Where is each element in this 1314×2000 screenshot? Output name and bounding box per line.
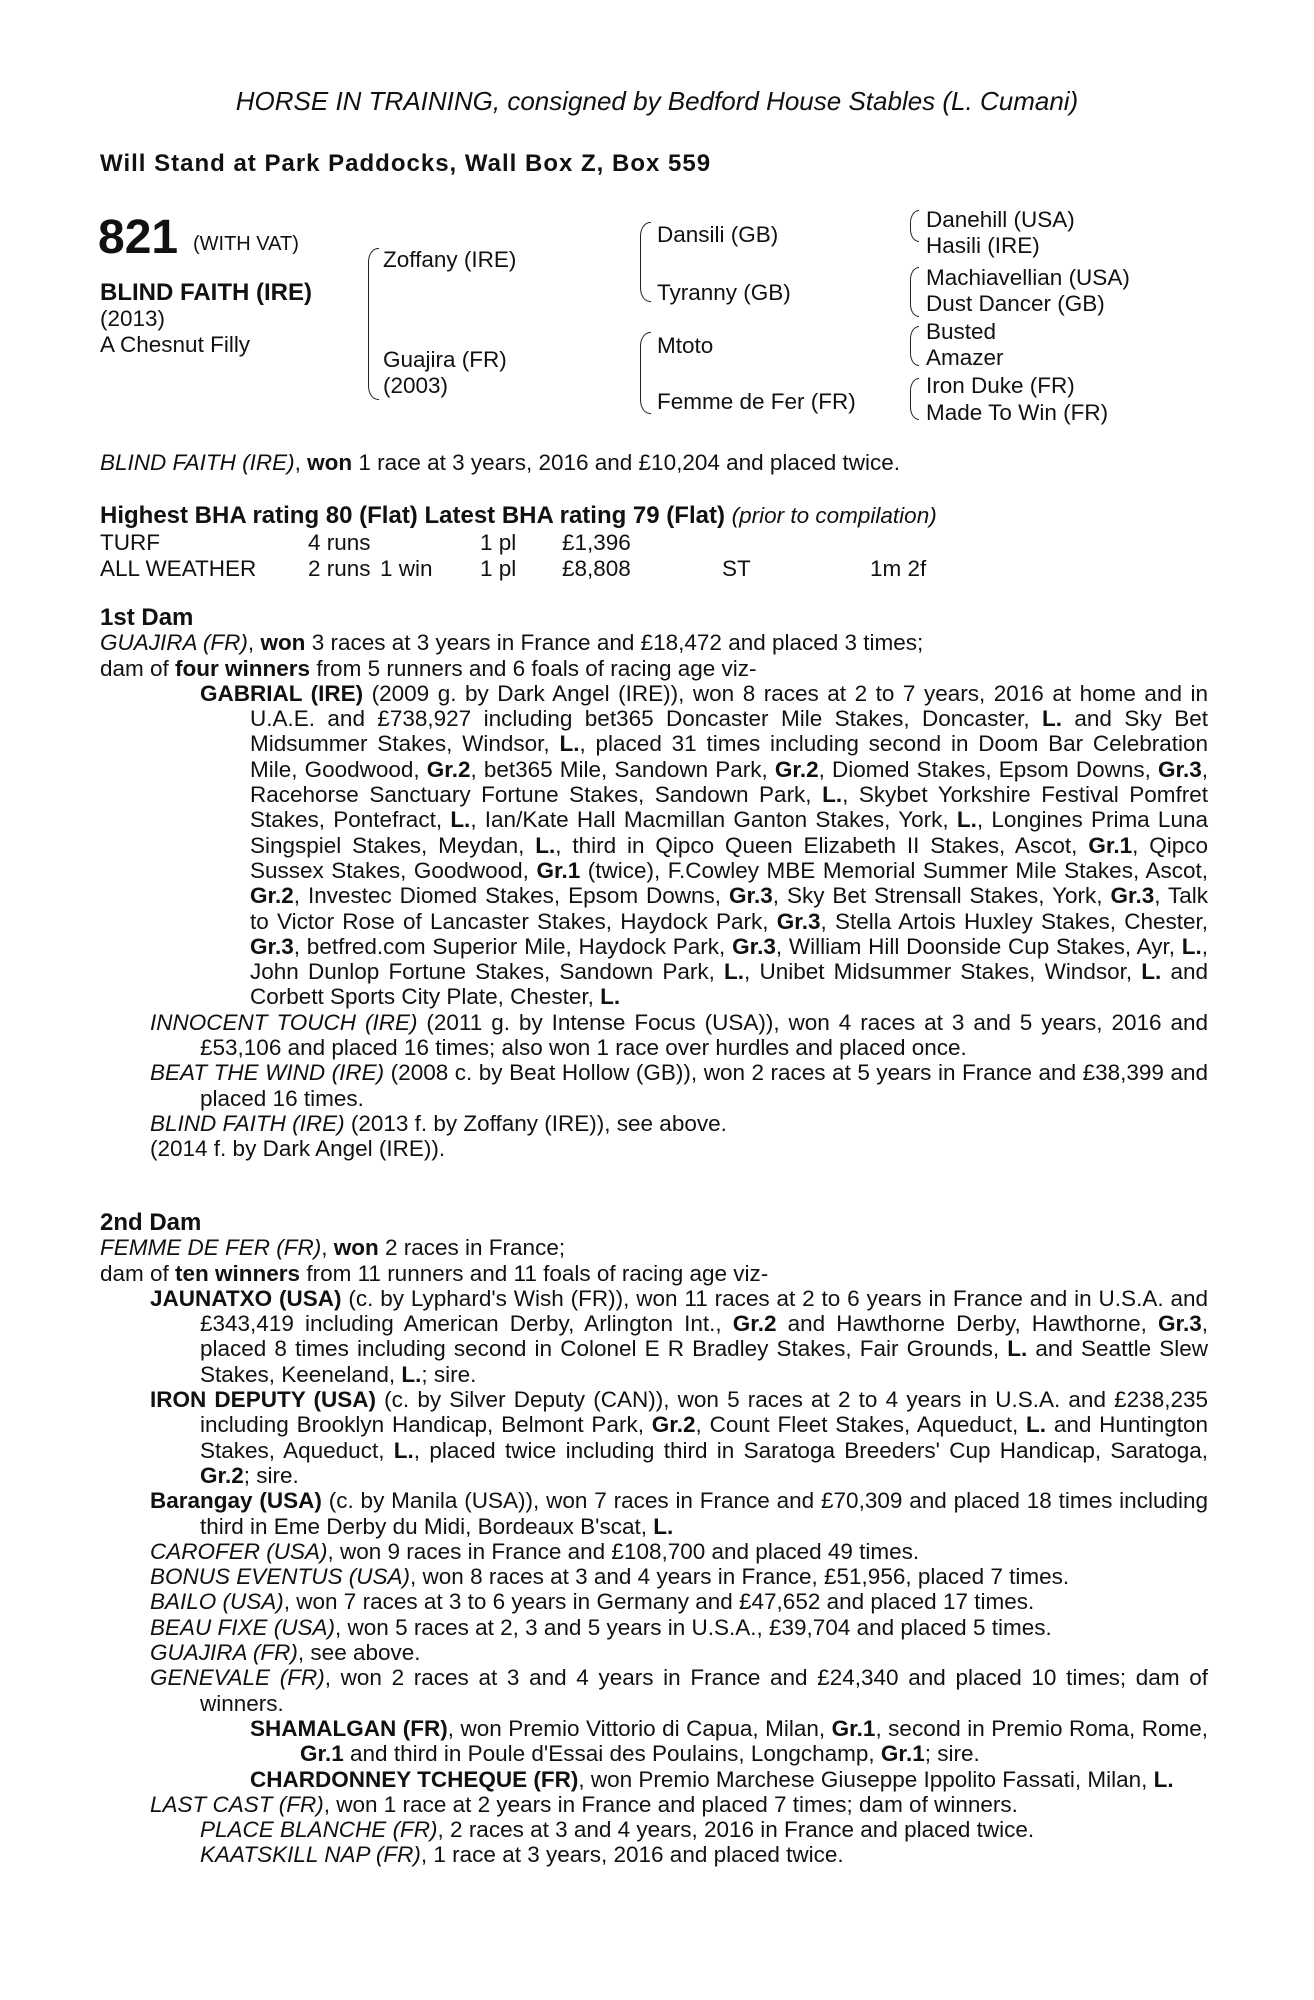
sire-sire: Dansili (GB) [657,222,779,247]
aw-surface: ALL WEATHER [100,556,257,581]
second-dam-won: won [333,1235,379,1261]
iron-deputy-name: IRON DEPUTY (USA) [150,1387,376,1413]
first-dam-won: won [260,630,306,656]
chardonney-text: , won Premio Marchese Giuseppe Ippolito Fassati, Milan, [578,1766,1154,1792]
granddam-7: Iron Duke (FR) [926,373,1075,398]
granddam-1: Danehill (USA) [926,207,1075,232]
second-dam-name: FEMME DE FER (FR) [100,1235,322,1261]
aw-going: ST [722,556,751,581]
beat-text: (2008 c. by Beat Hollow (GB)), won 2 races at 5 years in France and £38,399 and placed 16 times. [200,1060,1209,1111]
summary-horse-name: BLIND FAITH (IRE) [100,450,295,475]
turf-placed: 1 pl [480,530,517,555]
beau-name: BEAU FIXE (USA) [150,1614,336,1640]
innocent-touch-entry [100,1010,1208,1061]
second-dam-section: 2nd Dam FEMME DE FER (FR), won 2 races in France; dam of ten winners from 11 runners and 11 foals of racing age viz- JAUNATXO (USA) (c. by Lyphard's Wish (FR)), won 11 races at 2 to 6 years in France and in U.S.A. and £343,419 including American Derby, Arlington Int., Gr.2 and Hawthorne Derby, Hawthorne, Gr.3, placed 8 times including second in Colonel E R Bradley Stakes, Fair Grounds, L. and Seattle Slew Stakes, Keeneland, L.; sire. IRON DEPUTY (USA) (c. by Silver Deputy (CAN)), won 5 races at 2 to 4 years in U.S.A. and £238,235 including Brooklyn Handicap, Belmont Park, Gr.2, Count Fleet Stakes, Aqueduct, L. and Huntington Stakes, Aqueduct, L., placed twice including third in Saratoga Breeders' Cup Handicap, Saratoga, Gr.2; sire. Barangay (USA) (c. by Manila (USA)), won 7 races in France and £70,309 and placed 18 times including third in Eme Derby du Midi, Bordeaux B'scat, L. CAROFER (USA), won 9 races in France and £108,700 and placed 49 times. BONUS EVENTUS (USA), won 8 races at 3 and 4 years in France, £51,956, placed 7 times. BAILO (USA), won 7 races at 3 to 6 years in Germany and £47,652 and placed 17 times. BEAU FIXE (USA), won 5 races at 2, 3 and 5 years in U.S.A., £39,704 and placed 5 times. GUAJIRA (FR), see above. GENEVALE (FR), won 2 races at 3 and 4 years in France and £24,340 and placed 10 times; dam of winners. SHAMALGAN (FR), won Premio Vittorio di Capua, Milan, Gr.1, second in Premio Roma, Rome, Gr.1 and third in Poule d'Essai des Poulains, Longchamp, Gr.1; sire. CHARDONNEY TCHEQUE (FR), won Premio Marchese Giuseppe Ippolito Fassati, Milan, L. LAST CAST (FR), won 1 race at 2 years in France and placed 7 times; dam of winners. PLACE BLANCHE (FR), 2 races at 3 and 4 years, 2016 in France and placed twice. KAATSKILL NAP (FR), 1 race at 3 years, 2016 and placed twice. [100,1209,1209,1868]
gabrial-entry: GABRIAL (IRE) (2009 g. by Dark Angel (IRE)), won 8 races at 2 to 7 years, 2016 at home and in U.A.E. and £738,927 including bet365 Doncaster Mile Stakes, Doncaster, L. and Sky Bet Midsummer Stakes, Windsor, L., placed 31 times including second in Doom Bar Celebration Mile, Goodwood, Gr.2, bet365 Mile, Sandown Park, Gr.2, Diomed Stakes, Epsom Downs, Gr.3, Racehorse Sanctuary Fortune Stakes, Sandown Park, L., Skybet Yorkshire Festival Pomfret Stakes, Pontefract, L., Ian/Kate Hall Macmillan Ganton Stakes, York, L., Longines Prima Luna Singspiel Stakes, Meydan, L., third in Qipco Queen Elizabeth II Stakes, Ascot, Gr.1, Qipco Sussex Stakes, Goodwood, Gr.1 (twice), F.Cowley MBE Memorial Summer Mile Stakes, Ascot, Gr.2, Investec Diomed Stakes, Epsom Downs, Gr.3, Sky Bet Strensall Stakes, York, Gr.3, Talk to Victor Rose of Lancaster Stakes, Haydock Park, Gr.3, Stella Artois Huxley Stakes, Chester, Gr.3, betfred.com Superior Mile, Haydock Park, Gr.3, William Hill Doonside Cup Stakes, Ayr, L., John Dunlop Fortune Stakes, Sandown Park, L., Unibet Midsummer Stakes, Windsor, L. and Corbett Sports City Plate, Chester, L. [200,680,1209,1010]
beat-name: BEAT THE WIND (IRE) [150,1060,385,1086]
carofer-entry [100,1539,1208,1564]
aw-wins: 1 win [380,556,433,581]
jaunatxo-entry: JAUNATXO (USA) (c. by Lyphard's Wish (FR)), won 11 races at 2 to 6 years in France and in U.S.A. and £343,419 including American Derby, Arlington Int., Gr.2 and Hawthorne Derby, Hawthorne, Gr.3, placed 8 times including second in Colonel E R Bradley Stakes, Fair Grounds, L. and Seattle Slew Stakes, Keeneland, L.; sire. [150,1285,1209,1387]
lastcast-name: LAST CAST (FR) [150,1791,324,1817]
second-dam-winners: ten winners [175,1260,301,1286]
sire: Zoffany (IRE) [383,247,517,272]
second-dam-record: 2 races in France; [378,1235,566,1261]
aw-distance: 1m 2f [870,556,927,581]
pedigree-brace-g1 [910,210,919,242]
guajira-text: , see above. [297,1640,421,1666]
bailo-entry [100,1589,1208,1614]
genevale-text: , won 2 races at 3 and 4 years in France and £24,340 and placed 10 times; dam of winners. [200,1665,1208,1716]
pedigree-brace-g2 [910,267,919,317]
consignor-title: HORSE IN TRAINING, consigned by Bedford House Stables (L. Cumani) [235,86,1079,116]
chardonney-name: CHARDONNEY TCHEQUE (FR) [250,1766,579,1792]
second-dam-produce-pre: dam of [100,1260,176,1286]
stand-location: Will Stand at Park Paddocks, Wall Box Z, Box 559 [100,150,712,177]
bonus-name: BONUS EVENTUS (USA) [150,1564,411,1590]
first-dam-name: GUAJIRA (FR) [100,630,248,656]
shamalgan-entry: SHAMALGAN (FR), won Premio Vittorio di Capua, Milan, Gr.1, second in Premio Roma, Rome, Gr.1 and third in Poule d'Essai des Poulains, Longchamp, Gr.1; sire. [250,1715,1209,1767]
granddam-5: Busted [926,319,997,344]
pedigree-brace-main [368,248,379,400]
dam-sire: Mtoto [657,333,714,358]
beau-fixe-entry [100,1615,1208,1640]
genevale-entry [100,1665,1208,1716]
pedigree-brace-g3 [910,326,919,366]
first-dam-record: 3 races at 3 years in France and £18,472 and placed 3 times; [305,630,924,656]
race-summary: BLIND FAITH (IRE), won 1 race at 3 years, 2016 and £10,204 and placed twice. [100,450,900,475]
bailo-text: , won 7 races at 3 to 6 years in Germany and £47,652 and placed 17 times. [283,1589,1035,1615]
carofer-text: , won 9 races in France and £108,700 and placed 49 times. [327,1538,920,1564]
lastcast-text: , won 1 race at 2 years in France and placed 7 times; dam of winners. [323,1791,1018,1817]
bha-ratings [100,502,937,530]
bailo-name: BAILO (USA) [150,1589,284,1615]
turf-surface: TURF [100,530,160,555]
foal-2014-entry: (2014 f. by Dark Angel (IRE)). [150,1136,446,1162]
first-dam-winners: four winners [175,655,311,681]
barangay-name: Barangay (USA) [150,1488,322,1514]
beau-text: , won 5 races at 2, 3 and 5 years in U.S.A., £39,704 and placed 5 times. [335,1614,1052,1640]
ratings-note: (prior to compilation) [731,503,937,528]
second-dam-heading: 2nd Dam [100,1209,202,1236]
granddam-8: Made To Win (FR) [926,400,1109,425]
aw-prize: £8,808 [562,556,631,581]
carofer-name: CAROFER (USA) [150,1538,328,1564]
bonus-text: , won 8 races at 3 and 4 years in France, £51,956, placed 7 times. [410,1564,1070,1590]
turf-runs: 4 runs [308,530,371,555]
blind-name: BLIND FAITH (IRE) [150,1110,345,1136]
foaling-year: (2013) [100,306,166,331]
horse-description: A Chesnut Filly [100,332,251,357]
gabrial-name: GABRIAL (IRE) [200,680,364,706]
place-name: PLACE BLANCHE (FR) [200,1817,438,1843]
innocent-text: (2011 g. by Intense Focus (USA)), won 4 races at 3 and 5 years, 2016 and £53,106 and placed 16 times; also won 1 race over hurdles and placed once. [200,1009,1208,1061]
dam-year: (2003) [383,373,449,398]
barangay-entry: Barangay (USA) (c. by Manila (USA)), won 7 races in France and £70,309 and placed 18 times including third in Eme Derby du Midi, Bordeaux B'scat, L. [150,1488,1208,1539]
jaunatxo-name: JAUNATXO (USA) [150,1285,342,1311]
innocent-name: INNOCENT TOUCH (IRE) [150,1009,418,1035]
genevale-name: GENEVALE (FR) [150,1665,325,1691]
record-turf [100,530,1200,556]
guajira-entry [100,1640,1208,1665]
chardonney-entry: CHARDONNEY TCHEQUE (FR), won Premio Marchese Giuseppe Ippolito Fassati, Milan, L. [250,1766,1174,1792]
first-dam-section: 1st Dam GUAJIRA (FR), won 3 races at 3 years in France and £18,472 and placed 3 times; dam of four winners from 5 runners and 6 foals of racing age viz- GABRIAL (IRE) (2009 g. by Dark Angel (IRE)), won 8 races at 2 to 7 years, 2016 at home and in U.A.E. and £738,927 including bet365 Doncaster Mile Stakes, Doncaster, L. and Sky Bet Midsummer Stakes, Windsor, L., placed 31 times including second in Doom Bar Celebration Mile, Goodwood, Gr.2, bet365 Mile, Sandown Park, Gr.2, Diomed Stakes, Epsom Downs, Gr.3, Racehorse Sanctuary Fortune Stakes, Sandown Park, L., Skybet Yorkshire Festival Pomfret Stakes, Pontefract, L., Ian/Kate Hall Macmillan Ganton Stakes, York, L., Longines Prima Luna Singspiel Stakes, Meydan, L., third in Qipco Queen Elizabeth II Stakes, Ascot, Gr.1, Qipco Sussex Stakes, Goodwood, Gr.1 (twice), F.Cowley MBE Memorial Summer Mile Stakes, Ascot, Gr.2, Investec Diomed Stakes, Epsom Downs, Gr.3, Sky Bet Strensall Stakes, York, Gr.3, Talk to Victor Rose of Lancaster Stakes, Haydock Park, Gr.3, Stella Artois Huxley Stakes, Chester, Gr.3, betfred.com Superior Mile, Haydock Park, Gr.3, William Hill Doonside Cup Stakes, Ayr, L., John Dunlop Fortune Stakes, Sandown Park, L., Unibet Midsummer Stakes, Windsor, L. and Corbett Sports City Plate, Chester, L. INNOCENT TOUCH (IRE) (2011 g. by Intense Focus (USA)), won 4 races at 3 and 5 years, 2016 and £53,106 and placed 16 times; also won 1 race over hurdles and placed once. BEAT THE WIND (IRE) (2008 c. by Beat Hollow (GB)), won 2 races at 5 years in France and £38,399 and placed 16 times. BLIND FAITH (IRE) (2013 f. by Zoffany (IRE)), see above. (2014 f. by Dark Angel (IRE)). [100,604,1209,1162]
dam-dam: Femme de Fer (FR) [657,389,856,414]
bonus-eventus-entry [100,1564,1208,1589]
barangay-text: (c. by Manila (USA)), won 7 races in France and £70,309 and placed 18 times including third in Eme Derby du Midi, Bordeaux B'scat, [200,1488,1208,1539]
blind-text: (2013 f. by Zoffany (IRE)), see above. [344,1110,727,1136]
last-cast-entry [100,1792,1208,1817]
record-all-weather [100,556,1200,582]
kaat-text: , 1 race at 3 years, 2016 and placed twice. [420,1842,844,1868]
granddam-3: Machiavellian (USA) [926,265,1130,290]
second-dam-produce-post: from 11 runners and 11 foals of racing age viz- [300,1260,769,1286]
granddam-4: Dust Dancer (GB) [926,291,1105,316]
dam: Guajira (FR) [383,347,507,372]
place-text: , 2 races at 3 and 4 years, 2016 in France and placed twice. [437,1817,1035,1843]
horse-name: BLIND FAITH (IRE) [100,279,312,306]
kaatskill-nap-entry [100,1842,1208,1867]
pedigree-brace-sire [640,222,651,302]
ratings-bold: Highest BHA rating 80 (Flat) Latest BHA rating 79 (Flat) [100,502,725,529]
summary-text: 1 race at 3 years, 2016 and £10,204 and placed twice. [352,450,900,475]
lot-number: 821 [98,211,179,264]
first-dam-produce-pre: dam of [100,655,176,681]
first-dam-heading: 1st Dam [100,604,194,631]
blind-faith-entry [100,1111,1208,1136]
first-dam-produce-post: from 5 runners and 6 foals of racing age viz- [310,655,757,681]
place-blanche-entry [100,1817,1208,1842]
vat-note: (WITH VAT) [193,233,299,255]
sire-dam: Tyranny (GB) [657,280,791,305]
guajira-name: GUAJIRA (FR) [150,1640,298,1666]
granddam-6: Amazer [926,345,1004,370]
aw-runs: 2 runs [308,556,371,581]
pedigree-brace-dam [640,332,651,414]
pedigree-brace-g4 [910,378,919,420]
kaat-name: KAATSKILL NAP (FR) [200,1842,421,1868]
granddam-2: Hasili (IRE) [926,233,1040,258]
iron-deputy-entry: IRON DEPUTY (USA) (c. by Silver Deputy (CAN)), won 5 races at 2 to 4 years in U.S.A. and £238,235 including Brooklyn Handicap, Belmont Park, Gr.2, Count Fleet Stakes, Aqueduct, L. and Huntington Stakes, Aqueduct, L., placed twice including third in Saratoga Breeders' Cup Handicap, Saratoga, Gr.2; sire. [150,1387,1209,1488]
turf-prize: £1,396 [562,530,631,555]
beat-the-wind-entry [100,1060,1208,1111]
gabrial-text: (2009 g. by Dark Angel (IRE)), won 8 races at 2 to 7 years, 2016 at home and in U.A.E. and £738,927 including bet365 Doncaster Mile Stakes, Doncaster, [250,680,1208,732]
shamalgan-name: SHAMALGAN (FR) [250,1715,448,1741]
summary-won: won [307,450,353,475]
aw-placed: 1 pl [480,556,517,581]
